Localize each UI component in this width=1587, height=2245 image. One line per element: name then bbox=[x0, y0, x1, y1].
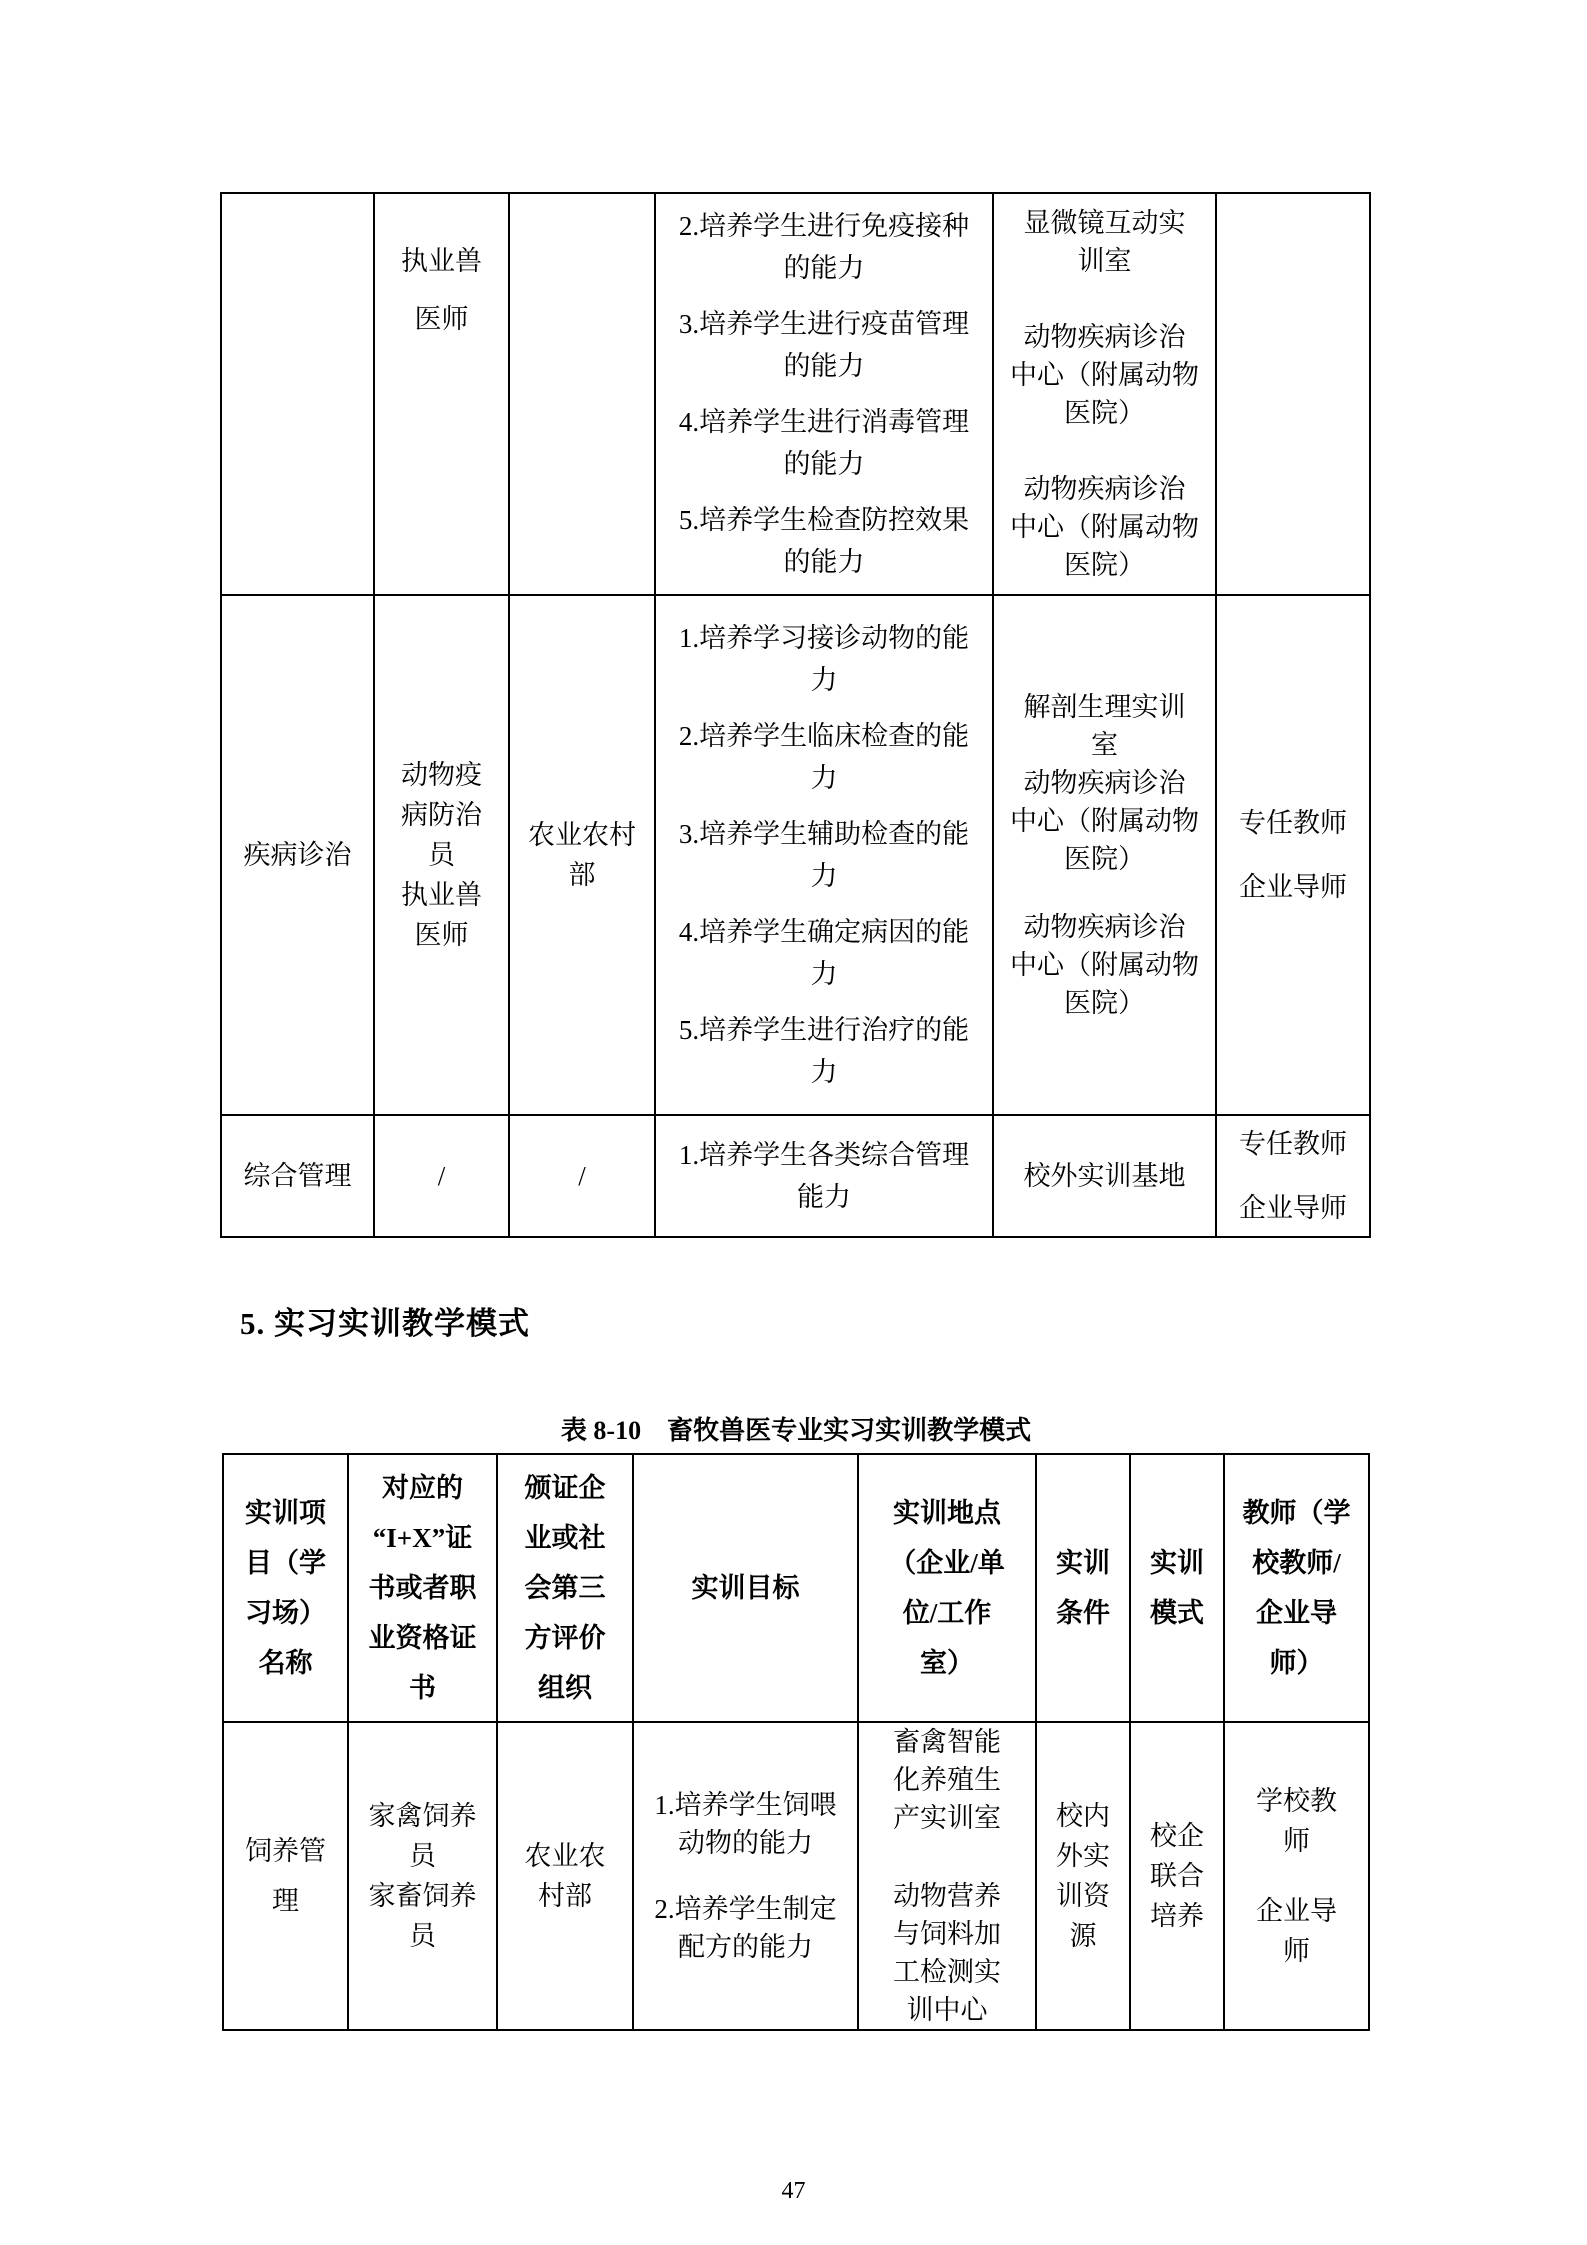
paragraph bbox=[401, 232, 482, 348]
paragraph bbox=[245, 1826, 326, 1926]
paragraph bbox=[1010, 318, 1199, 432]
text-line: 员 bbox=[409, 1841, 436, 1871]
text-line: 力 bbox=[810, 763, 838, 793]
text-line: 室 bbox=[1091, 730, 1118, 760]
text-line: 饲养管 bbox=[245, 1836, 326, 1866]
text-line: 农业农 bbox=[524, 1841, 606, 1871]
text-line: 医院） bbox=[1064, 988, 1145, 1018]
text-line: 的能力 bbox=[783, 547, 865, 577]
text-line: 室） bbox=[919, 1648, 974, 1678]
practice-training-mode-table bbox=[222, 1453, 1370, 2031]
text-line: 村部 bbox=[538, 1881, 592, 1911]
project-name-cell bbox=[222, 1116, 375, 1238]
header-training-goal bbox=[634, 1455, 859, 1723]
paragraph bbox=[1010, 908, 1199, 1022]
text-line: 配方的能力 bbox=[678, 1932, 813, 1962]
text-line: 书或者职 bbox=[368, 1573, 477, 1603]
text-line: 综合管理 bbox=[243, 1161, 352, 1191]
text-line: 动物疫 bbox=[401, 760, 482, 790]
text-line: 5.培养学生检查防控效果 bbox=[678, 505, 970, 535]
text-line: 显微镜互动实 bbox=[1023, 208, 1186, 238]
text-line: “I+X”证 bbox=[372, 1523, 473, 1553]
teachers-cell bbox=[1217, 596, 1371, 1116]
training-mode-cell bbox=[1131, 1723, 1225, 2031]
text-line: 1.培养学生饲喂 bbox=[654, 1790, 837, 1820]
text-line: 实训目标 bbox=[691, 1573, 800, 1603]
text-line: 实训 bbox=[1056, 1548, 1110, 1578]
table-cell-empty bbox=[510, 194, 656, 596]
issuing-org-cell bbox=[510, 1116, 656, 1238]
text-line: 专任教师 bbox=[1239, 1129, 1347, 1159]
text-line: 动物疾病诊治 bbox=[1023, 474, 1186, 504]
paragraph bbox=[692, 1563, 800, 1613]
text-line: 畜禽智能 bbox=[893, 1727, 1001, 1757]
training-goals-cell bbox=[656, 1116, 994, 1238]
training-place-cell bbox=[859, 1723, 1037, 2031]
header-project-name bbox=[224, 1455, 349, 1723]
certificate-cell bbox=[375, 596, 510, 1116]
text-line: 家畜饲养 bbox=[368, 1881, 477, 1911]
issuing-org-cell bbox=[498, 1723, 634, 2031]
paragraph bbox=[1056, 1538, 1110, 1638]
text-line: 5.培养学生进行治疗的能 bbox=[678, 1015, 970, 1045]
header-certificate bbox=[349, 1455, 498, 1723]
table-cell-empty bbox=[222, 194, 375, 596]
paragraph bbox=[438, 1156, 446, 1196]
text-line: 能力 bbox=[797, 1182, 851, 1212]
text-line: 3.培养学生进行疫苗管理 bbox=[678, 309, 970, 339]
paragraph bbox=[525, 1836, 606, 1916]
text-line: 医师 bbox=[414, 304, 469, 334]
text-line: 企业导师 bbox=[1239, 872, 1347, 902]
training-rooms-cell bbox=[994, 596, 1217, 1116]
text-line: 2.培养学生进行免疫接种 bbox=[678, 211, 970, 241]
paragraph bbox=[679, 401, 969, 485]
paragraph bbox=[654, 1786, 836, 1862]
text-line: 校外实训基地 bbox=[1023, 1161, 1186, 1191]
text-line: 动物疾病诊治 bbox=[1023, 912, 1186, 942]
text-line: 执业兽 bbox=[401, 246, 482, 276]
paragraph bbox=[369, 1796, 477, 1956]
text-line: 医院） bbox=[1064, 398, 1145, 428]
text-line: 校内 bbox=[1056, 1801, 1110, 1831]
text-line: 条件 bbox=[1056, 1598, 1110, 1628]
text-line: 2.培养学生制定 bbox=[654, 1894, 837, 1924]
paragraph bbox=[401, 755, 482, 955]
text-line: 中心（附属动物 bbox=[1010, 806, 1199, 836]
paragraph bbox=[1239, 802, 1347, 844]
paragraph bbox=[679, 813, 969, 897]
text-line: 校企 bbox=[1150, 1821, 1204, 1851]
training-goals-cell bbox=[656, 596, 994, 1116]
text-line: 病防治 bbox=[401, 800, 482, 830]
text-line: （企业/单 bbox=[889, 1548, 1005, 1578]
paragraph bbox=[679, 1134, 969, 1218]
text-line: 模式 bbox=[1150, 1598, 1204, 1628]
training-goals-cell bbox=[634, 1723, 859, 2031]
text-line: 动物疾病诊治 bbox=[1023, 322, 1186, 352]
training-condition-cell bbox=[1037, 1723, 1131, 2031]
text-line: 源 bbox=[1069, 1921, 1097, 1951]
text-line: 书 bbox=[409, 1673, 436, 1703]
text-line: 4.培养学生确定病因的能 bbox=[678, 917, 970, 947]
text-line: 员 bbox=[409, 1921, 436, 1951]
table-cell-empty bbox=[1217, 194, 1371, 596]
text-line: 外实 bbox=[1056, 1841, 1110, 1871]
text-line: / bbox=[578, 1161, 586, 1191]
text-line: 工检测实 bbox=[893, 1957, 1001, 1987]
paragraph bbox=[1010, 688, 1199, 878]
text-line: 执业兽 bbox=[401, 880, 482, 910]
training-base-table-continued bbox=[220, 192, 1371, 1238]
text-line: 疾病诊治 bbox=[243, 840, 352, 870]
certificate-cell bbox=[375, 1116, 510, 1238]
paragraph bbox=[1239, 1123, 1347, 1165]
text-line: 联合 bbox=[1150, 1861, 1204, 1891]
paragraph bbox=[525, 1463, 606, 1713]
text-line: 农业农村 bbox=[528, 820, 636, 850]
paragraph bbox=[893, 1723, 1001, 1837]
text-line: 与饲料加 bbox=[893, 1919, 1001, 1949]
text-line: 3.培养学生辅助检查的能 bbox=[678, 819, 970, 849]
teachers-cell bbox=[1225, 1723, 1370, 2031]
text-line: 医院） bbox=[1064, 844, 1145, 874]
text-line: 位/工作 bbox=[902, 1598, 992, 1628]
text-line: 实训 bbox=[1150, 1548, 1204, 1578]
paragraph bbox=[1024, 204, 1186, 280]
teachers-cell bbox=[1217, 1116, 1371, 1238]
text-line: 师 bbox=[1283, 1826, 1310, 1856]
text-line: 产实训室 bbox=[893, 1803, 1001, 1833]
text-line: 中心（附属动物 bbox=[1010, 360, 1199, 390]
text-line: 1.培养学生各类综合管理 bbox=[678, 1140, 970, 1170]
paragraph bbox=[578, 1156, 586, 1196]
header-training-mode bbox=[1131, 1455, 1225, 1723]
paragraph bbox=[893, 1877, 1001, 2029]
text-line: 动物疾病诊治 bbox=[1023, 768, 1186, 798]
text-line: 的能力 bbox=[783, 449, 865, 479]
certificate-cell bbox=[375, 194, 510, 596]
text-line: 目（学 bbox=[245, 1548, 326, 1578]
text-line: 的能力 bbox=[783, 253, 865, 283]
text-line: 力 bbox=[810, 1057, 838, 1087]
paragraph bbox=[889, 1488, 1005, 1688]
text-line: 动物营养 bbox=[893, 1881, 1001, 1911]
text-line: 培养 bbox=[1150, 1901, 1204, 1931]
text-line: 对应的 bbox=[382, 1473, 463, 1503]
text-line: 力 bbox=[810, 665, 838, 695]
header-teachers bbox=[1225, 1455, 1370, 1723]
text-line: 专任教师 bbox=[1239, 808, 1347, 838]
paragraph bbox=[679, 617, 969, 701]
paragraph bbox=[1239, 866, 1347, 908]
paragraph bbox=[244, 835, 352, 875]
paragraph bbox=[679, 303, 969, 387]
text-line: 习场） bbox=[245, 1598, 326, 1628]
paragraph bbox=[1056, 1796, 1110, 1956]
paragraph bbox=[679, 205, 969, 289]
paragraph bbox=[1024, 1156, 1186, 1196]
paragraph bbox=[679, 911, 969, 995]
text-line: 训资 bbox=[1056, 1881, 1110, 1911]
text-line: 医院） bbox=[1064, 550, 1145, 580]
text-line: 方评价 bbox=[524, 1623, 606, 1653]
text-line: 师） bbox=[1269, 1648, 1324, 1678]
text-line: 学校教 bbox=[1256, 1786, 1337, 1816]
text-line: 实训项 bbox=[245, 1498, 326, 1528]
paragraph bbox=[679, 715, 969, 799]
text-line: 员 bbox=[428, 840, 455, 870]
header-training-condition bbox=[1037, 1455, 1131, 1723]
certificate-cell bbox=[349, 1723, 498, 2031]
paragraph bbox=[679, 1009, 969, 1093]
paragraph bbox=[369, 1463, 477, 1713]
text-line: 中心（附属动物 bbox=[1010, 512, 1199, 542]
paragraph bbox=[654, 1890, 836, 1966]
text-line: 业资格证 bbox=[368, 1623, 477, 1653]
paragraph bbox=[1010, 470, 1199, 584]
text-line: 企业导 bbox=[1256, 1598, 1337, 1628]
training-rooms-cell bbox=[994, 194, 1217, 596]
section-heading: 5. 实习实训教学模式 bbox=[240, 1306, 530, 1341]
training-goals-cell bbox=[656, 194, 994, 596]
text-line: 4.培养学生进行消毒管理 bbox=[678, 407, 970, 437]
paragraph bbox=[1243, 1488, 1351, 1688]
text-line: 动物的能力 bbox=[678, 1828, 813, 1858]
text-line: 力 bbox=[810, 959, 838, 989]
text-line: 企业导师 bbox=[1239, 1193, 1347, 1223]
header-issuing-org bbox=[498, 1455, 634, 1723]
text-line: / bbox=[437, 1161, 446, 1191]
text-line: 实训地点 bbox=[892, 1498, 1001, 1528]
paragraph bbox=[679, 499, 969, 583]
text-line: 2.培养学生临床检查的能 bbox=[678, 721, 970, 751]
text-line: 化养殖生 bbox=[893, 1765, 1001, 1795]
text-line: 会第三 bbox=[524, 1573, 606, 1603]
paragraph bbox=[1150, 1816, 1204, 1936]
text-line: 训室 bbox=[1077, 246, 1132, 276]
text-line: 名称 bbox=[258, 1648, 313, 1678]
text-line: 企业导 bbox=[1256, 1896, 1337, 1926]
text-line: 理 bbox=[272, 1886, 299, 1916]
text-line: 组织 bbox=[538, 1673, 592, 1703]
paragraph bbox=[1239, 1187, 1347, 1229]
text-line: 颁证企 bbox=[524, 1473, 606, 1503]
issuing-org-cell bbox=[510, 596, 656, 1116]
text-line: 医师 bbox=[414, 920, 469, 950]
text-line: 训中心 bbox=[906, 1995, 988, 2025]
text-line: 家禽饲养 bbox=[368, 1801, 477, 1831]
text-line: 的能力 bbox=[783, 351, 865, 381]
project-name-cell bbox=[224, 1723, 349, 2031]
text-line: 部 bbox=[568, 860, 596, 890]
text-line: 中心（附属动物 bbox=[1010, 950, 1199, 980]
page-number: 47 bbox=[781, 2178, 806, 2204]
text-line: 校教师/ bbox=[1252, 1548, 1341, 1578]
paragraph bbox=[528, 815, 636, 895]
paragraph bbox=[1256, 1891, 1337, 1971]
text-line: 力 bbox=[810, 861, 838, 891]
text-line: 1.培养学习接诊动物的能 bbox=[678, 623, 970, 653]
text-line: 师 bbox=[1283, 1936, 1310, 1966]
paragraph bbox=[1256, 1781, 1337, 1861]
paragraph bbox=[1150, 1538, 1204, 1638]
paragraph bbox=[244, 1156, 352, 1196]
text-line: 教师（学 bbox=[1242, 1498, 1351, 1528]
paragraph bbox=[245, 1488, 326, 1688]
training-rooms-cell bbox=[994, 1116, 1217, 1238]
text-line: 业或社 bbox=[524, 1523, 606, 1553]
text-line: 解剖生理实训 bbox=[1023, 692, 1186, 722]
header-training-place bbox=[859, 1455, 1037, 1723]
table-caption: 表 8-10 畜牧兽医专业实习实训教学模式 bbox=[560, 1416, 1032, 1445]
project-name-cell bbox=[222, 596, 375, 1116]
